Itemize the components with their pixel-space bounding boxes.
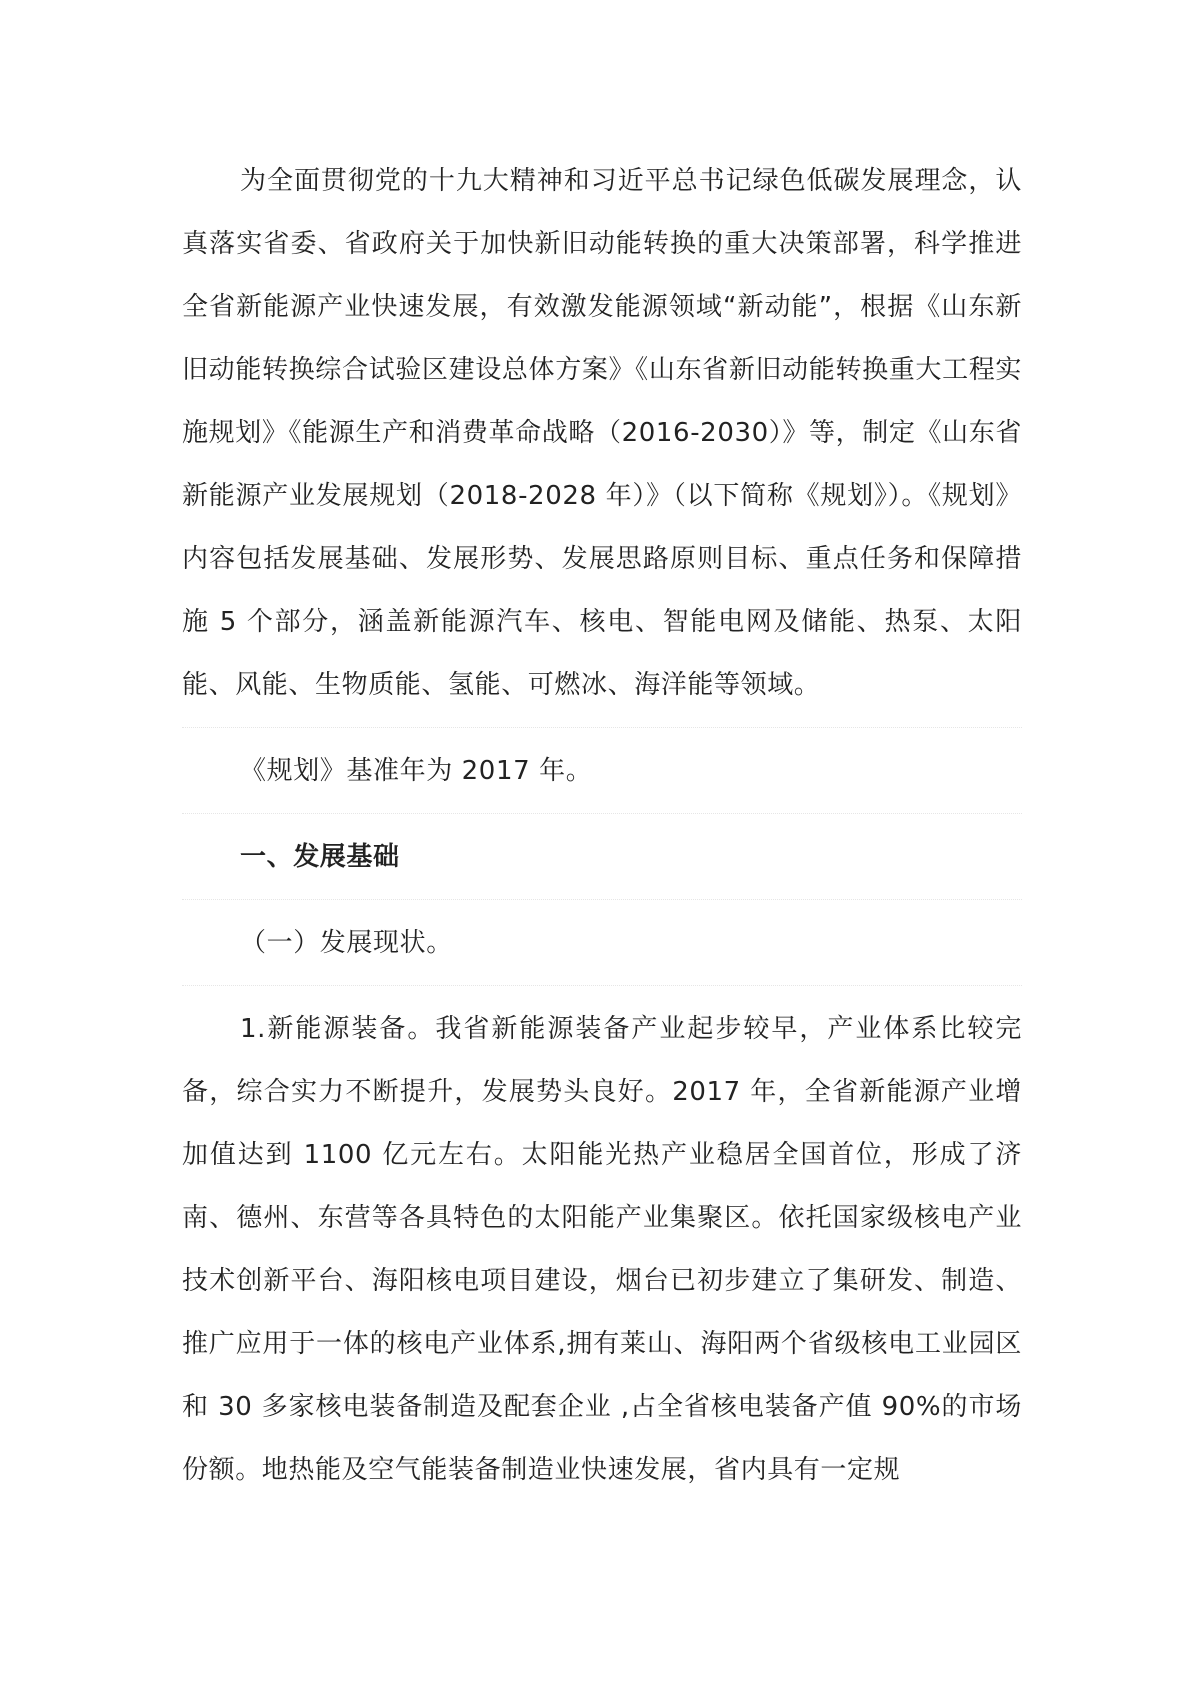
divider — [182, 813, 1022, 814]
article-body — [182, 150, 1022, 1502]
divider — [182, 727, 1022, 728]
subsection-heading: （一）发展现状。 — [240, 928, 453, 958]
section-heading: 一、发展基础 — [240, 842, 400, 872]
base-year-paragraph: 《规划》基准年为 2017 年。 — [240, 756, 593, 786]
item-paragraph: 1.新能源装备。我省新能源装备产业起步较早，产业体系比较完备，综合实力不断提升，发展势头良好。2017 年，全省新能源产业增加值达到 1100 亿元左右。太阳能光热产业稳居全国首位，形成了济南、德州、东营等各具特色的太阳能产业集聚区。依托国家级核电产业技术创新平台、海阳核电项目建设，烟台已初步建立了集研发、制造、推广应用于一体的核电产业体系,拥有莱山、海阳两个省级核电工业园区和 30 多家核电装备制造及配套企业 ,占全省核电装备产值 90%的市场份额。地热能及空气能装备制造业快速发展，省内具有一定规 — [182, 1014, 1022, 1485]
intro-paragraph: 为全面贯彻党的十九大精神和习近平总书记绿色低碳发展理念，认真落实省委、省政府关于加快新旧动能转换的重大决策部署，科学推进全省新能源产业快速发展，有效激发能源领域“新动能”，根据《山东新旧动能转换综合试验区建设总体方案》《山东省新旧动能转换重大工程实施规划》《能源生产和消费革命战略（2016-2030）》等，制定《山东省新能源产业发展规划（2018-2028 年）》（以下简称《规划》）。《规划》内容包括发展基础、发展形势、发展思路原则目标、重点任务和保障措施 5 个部分，涵盖新能源汽车、核电、智能电网及储能、热泵、太阳能、风能、生物质能、氢能、可燃冰、海洋能等领域。 — [182, 166, 1022, 700]
divider — [182, 899, 1022, 900]
divider — [182, 985, 1022, 986]
